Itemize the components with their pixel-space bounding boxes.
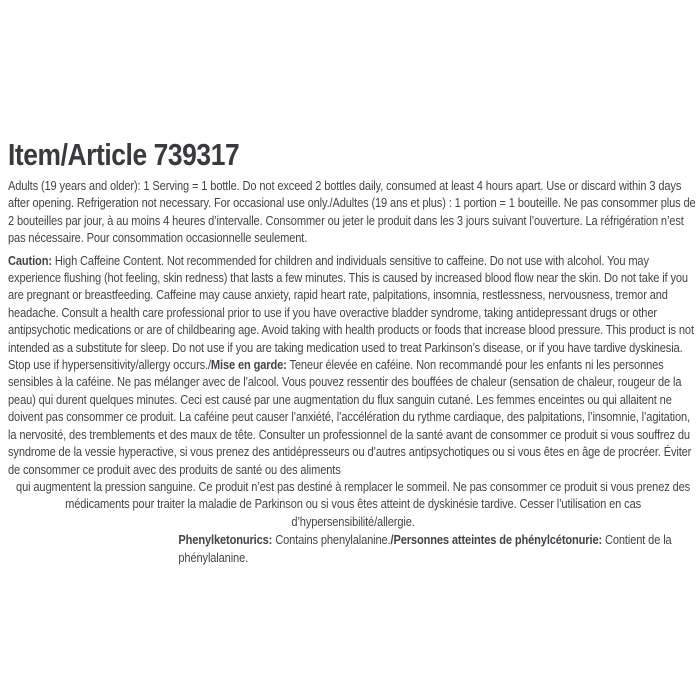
text-run: Contains phenylalanine. bbox=[272, 532, 391, 548]
bold-text-run: Caution: bbox=[8, 252, 52, 268]
text-run: Teneur élevée en caféine. Non recommandé pour les enfants ni les personnes sensibles à la caféine. Ne pas mélanger avec de l’alcool. Vous pouvez ressentir des bouffées de chaleur (sensation de chaleur, rougeur de la peau) qui durent quelques minutes. Ceci est causé par une augmentation du flux sanguin cutané. Les femmes enceintes ou qui allaitent ne doivent pas consommer ce produit. La caféine peut causer l’anxiété, l’accélération du rythme cardiaque, des palpitations, l’insomnie, l’agitation, la nervosité, des tremblements et des maux de tête. Consulter un professionnel de la santé avant de consommer ce produit si vous souffrez du syndrome de la vessie hyperactive, si vous prenez des antidépresseurs ou d’autres antipsychotiques ou si vous êtes en âge de procréer. Éviter de consommer ce produit avec des produits de santé ou des aliments bbox=[8, 357, 692, 477]
label-content bbox=[8, 138, 698, 566]
item-number-heading: Item/Article 739317 bbox=[8, 137, 240, 172]
caution-continued-text bbox=[8, 478, 698, 530]
bold-text-run: /Personnes atteintes de phénylcétonurie: bbox=[390, 532, 603, 548]
bold-text-run: Mise en garde: bbox=[210, 357, 287, 373]
text-run: High Caffeine Content. Not recommended for children and individuals sensitive to caffeine. Do not use with alcohol. You may experience flushing (hot feeling, skin redness) that lasts a few minutes. This is caused by increased blood flow near the skin. Do not take if you are pregnant or breastfeeding. Caffeine may cause anxiety, rapid heart rate, palpitations, insomnia, restlessness, nervousness, tremor and headache. Consult a health care professional prior to use if you have overactive bladder syndrome, taking antidepressant drugs or other antipsychotic medications or are of childbearing age. Avoid taking with health products or foods that increase blood pressure. This product is not intended as a substitute for sleep. Do not use if you are taking medication used to treat Parkinson’s disease, or if you have tardive dyskinesia. Stop use if hypersensitivity/allergy occurs./ bbox=[8, 252, 694, 373]
phenylketonurics-text bbox=[178, 531, 698, 566]
text-run: qui augmentent la pression sanguine. Ce produit n’est pas destiné à remplacer le sommeil. Ne pas consommer ce produit si vous prenez des médicaments pour traiter la maladie de Parkinson ou si vous êtes atteint de dyskinésie tardive. Cesser l’utilisation en cas d’hypersensibilité/allergie. bbox=[16, 478, 691, 529]
text-run: Contient de la phénylalanine. bbox=[178, 532, 672, 565]
text-run: Adults (19 years and older): 1 Serving = 1 bottle. Do not exceed 2 bottles daily, consumed at least 4 hours apart. Use or discard within 3 days after opening. Refrigeration not necessary. For occasional use only./Adultes (19 ans et plus) : 1 portion = 1 bouteille. Ne pas consommer plus de 2 bouteilles par jour, à au moins 4 heures d’intervalle. Consommer ou jeter le produit dans les 3 jours suivant l’ouverture. La réfrigération n’est pas nécessaire. Pour consommation occasionnelle seulement. bbox=[8, 178, 696, 246]
dosage-directions-text bbox=[8, 177, 698, 247]
bold-text-run: Phenylketonurics: bbox=[178, 532, 273, 548]
caution-text bbox=[8, 252, 698, 478]
